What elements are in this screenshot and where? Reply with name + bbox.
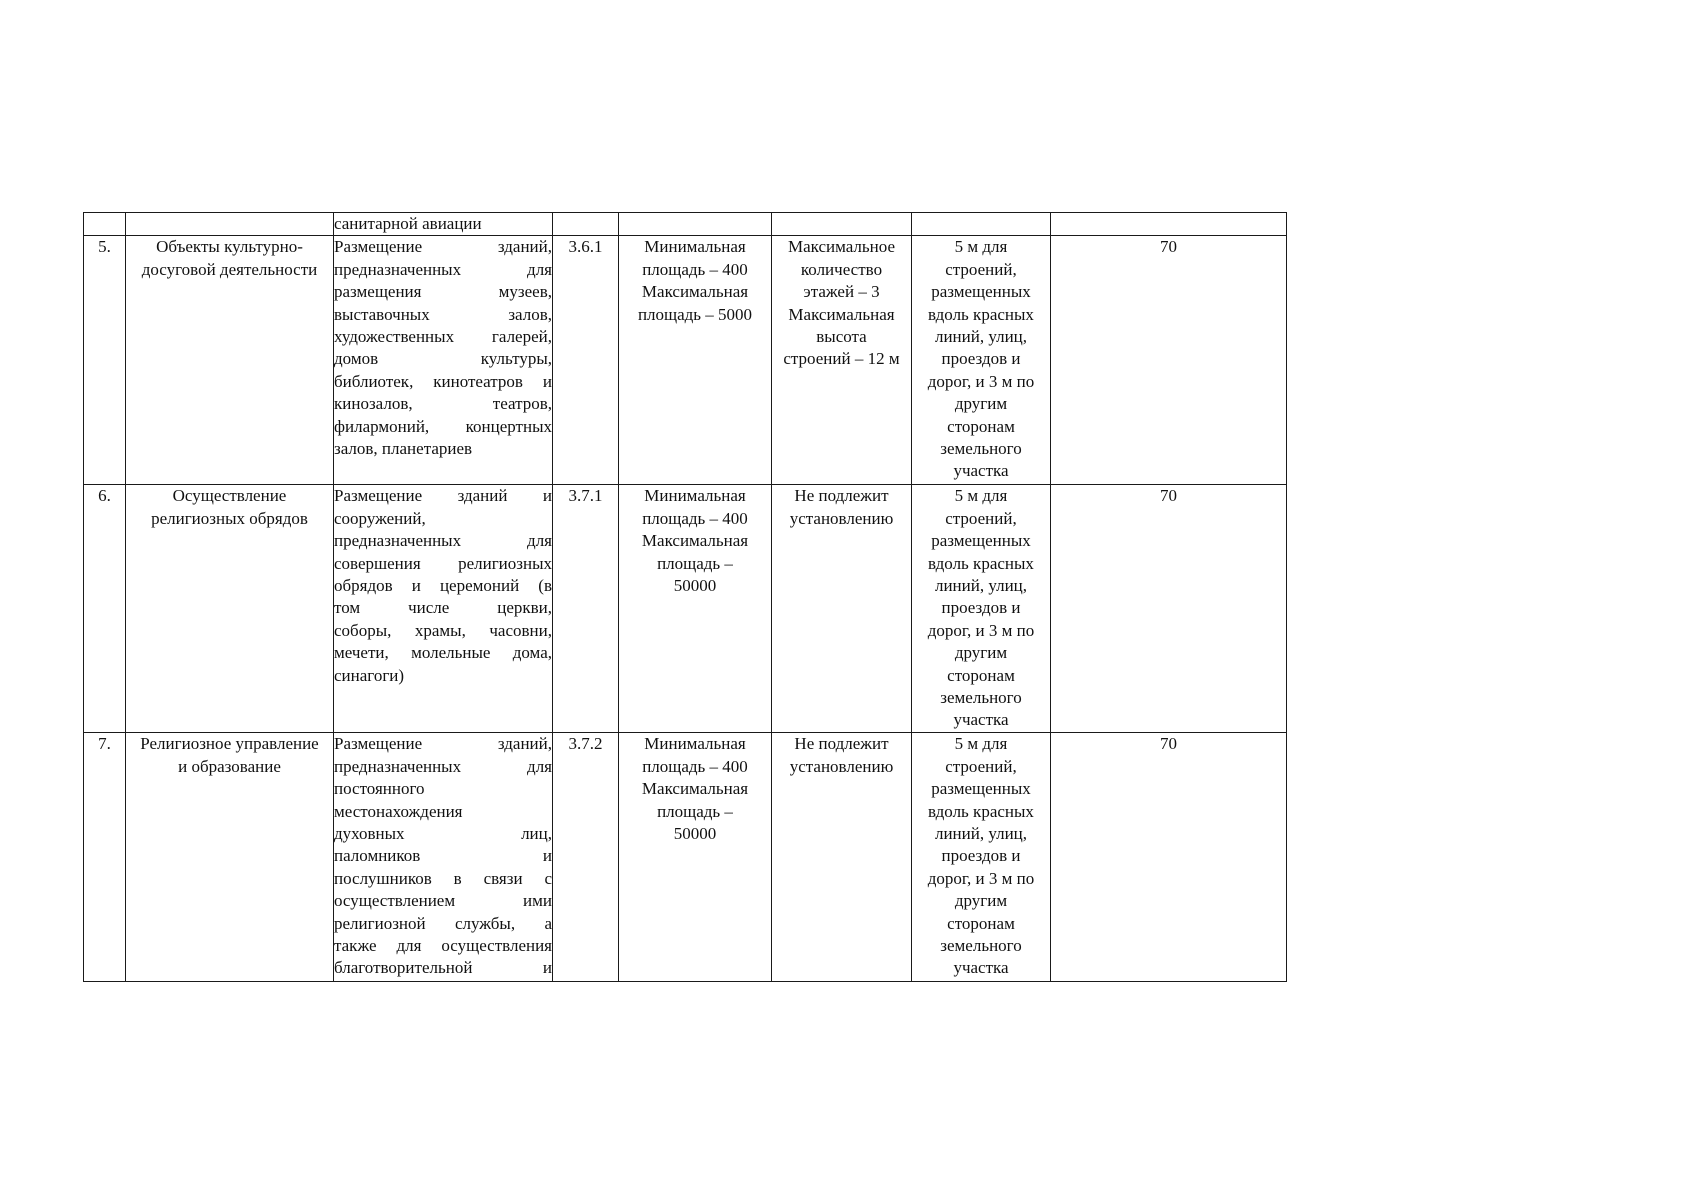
description-word: залов, планетариев [334,439,473,459]
description-line [334,393,552,415]
cell-line: земельного [940,439,1022,459]
description-word: а [544,913,552,933]
cell-line: Минимальная [644,734,746,754]
description-word: художественных [334,327,455,347]
max-coverage-percent: 70 [1051,236,1287,485]
cell-percent [1051,213,1287,236]
cell-line: 5 м для [954,237,1008,257]
cell-line: Объекты культурно- [156,237,303,257]
cell-line: высота [816,327,867,347]
description-line [334,508,552,530]
table-row-continuation [84,213,1287,236]
description-word: и [542,486,552,506]
cell-line: другим [954,394,1008,414]
cell-line: Минимальная [644,237,746,257]
description-word: залов, [508,304,552,324]
cell-line: 5 м для [954,734,1008,754]
cell-line: Максимальная [641,779,749,799]
cell-line: 5 м для [954,486,1008,506]
description-word: осуществлением [334,891,456,911]
description-word: культуры, [480,349,552,369]
land-use-table [83,212,1287,982]
cell-area [619,213,772,236]
cell-line: Осуществление [172,486,287,506]
description-word: концертных [465,416,552,436]
cell-code [553,213,619,236]
description-word: храмы, [414,620,466,640]
description-word: и [542,958,552,978]
cell-floors [772,213,912,236]
description-line [334,845,552,867]
description-line [334,416,552,438]
cell-line: сторонам [947,913,1015,933]
description-word: числе [408,598,450,618]
cell-line: размещенных [931,282,1031,302]
description-word: театров, [492,394,552,414]
plot-area-limits [619,733,772,982]
description-word: церемоний [439,576,520,596]
table-row [84,236,1287,485]
description-word: для [527,756,552,776]
description-line [334,371,552,393]
description-line [334,438,552,460]
description-word: зданий [457,486,508,506]
description-word: церкви, [497,598,552,618]
description-line [334,304,552,326]
description-word: музеев, [498,282,552,302]
setback-limits [912,236,1051,485]
cell-line: размещенных [931,779,1031,799]
description-word: сооружений, [334,508,426,528]
cell-line: Не подлежит [794,486,889,506]
cell-line: Максимальная [641,282,749,302]
description-word: религиозных [458,553,552,573]
row-number: 5. [84,236,126,485]
description-word: кинозалов, [334,394,413,414]
description-line [334,733,552,755]
cell-line: установлению [789,756,894,776]
cell-line: Не подлежит [794,734,889,754]
description-word: связи [483,868,523,888]
description-word: кинотеатров [433,371,523,391]
description-line [334,485,552,507]
description-word: службы, [454,913,516,933]
description-word: (в [538,576,552,596]
description-line [334,281,552,303]
cell-line: линий, улиц, [934,327,1028,347]
description-word: галерей, [491,327,552,347]
description-line [334,957,552,979]
description-word: молельные [411,643,491,663]
cell-line: линий, улиц, [934,576,1028,596]
description-line [334,756,552,778]
description-line [334,935,552,957]
description-word: Размещение [334,237,423,257]
cell-line: досуговой деятельности [141,259,318,279]
floors-height-limits [772,733,912,982]
classifier-code: 3.6.1 [553,236,619,485]
cell-line: земельного [940,936,1022,956]
setback-limits [912,485,1051,733]
description-line [334,530,552,552]
description-word: Размещение [334,486,423,506]
cell-line: площадь – 5000 [637,304,753,324]
description-word: с [544,868,552,888]
table-row [84,485,1287,733]
description-line [334,553,552,575]
cell-line: строений, [945,508,1017,528]
description-word: предназначенных [334,531,462,551]
cell-line: строений, [945,756,1017,776]
description-word: обрядов [334,576,393,596]
description-word: и [542,846,552,866]
cell-line: Религиозное управление [140,734,319,754]
cell-line: участка [953,710,1009,730]
description-word: для [527,259,552,279]
description-line [334,778,552,800]
cell-line: другим [954,643,1008,663]
classifier-code: 3.7.2 [553,733,619,982]
cell-line: количество [800,259,883,279]
use-description [334,236,553,485]
use-type-name [126,485,334,733]
description-word: домов [334,349,379,369]
description-word: духовных [334,824,405,844]
cell-line: 50000 [673,576,717,596]
floors-height-limits [772,236,912,485]
cell-line: размещенных [931,531,1031,551]
description-word: и [411,576,421,596]
description-line [334,665,552,687]
description-word: осуществления [441,936,552,956]
cell-line: площадь – [657,801,733,821]
description-line [334,348,552,370]
row-number: 7. [84,733,126,982]
row-number: 6. [84,485,126,733]
cell-line: вдоль красных [928,801,1034,821]
cell-line: сторонам [947,416,1015,436]
description-word: ими [523,891,552,911]
description-word: местонахождения [334,801,463,821]
cell-line: проездов и [941,598,1021,618]
cell-line: дорог, и 3 м по [927,371,1035,391]
table-row [84,733,1287,982]
description-line: санитарной авиации [334,214,482,233]
cell-line: дорог, и 3 м по [927,620,1035,640]
cell-line: Максимальная [641,531,749,551]
description-word: предназначенных [334,259,462,279]
description-word: послушников [334,868,432,888]
description-word: совершения [334,553,421,573]
cell-line: участка [953,958,1009,978]
use-type-name [126,236,334,485]
cell-line: строений – 12 м [783,349,900,369]
cell-line: Максимальная [788,304,895,324]
description-word: благотворительной [334,958,473,978]
description-word: том [334,598,361,618]
max-coverage-percent: 70 [1051,733,1287,982]
description-line [334,575,552,597]
description-word: лиц, [521,824,552,844]
description-word: также [334,936,377,956]
cell-line: этажей – 3 [803,282,880,302]
classifier-code: 3.7.1 [553,485,619,733]
cell-line: площадь – 400 [642,508,748,528]
cell-line: Максимальное [787,237,896,257]
description-word: мечети, [334,643,389,663]
cell-name [126,213,334,236]
description-word: филармоний, [334,416,430,436]
cell-line: участка [953,461,1009,481]
description-word: Размещение [334,734,423,754]
cell-line: земельного [940,688,1022,708]
cell-line: дорог, и 3 м по [927,868,1035,888]
description-word: и [542,371,552,391]
cell-line: проездов и [941,349,1021,369]
floors-height-limits [772,485,912,733]
cell-line: линий, улиц, [934,824,1028,844]
description-line [334,823,552,845]
cell-line: 50000 [673,824,717,844]
setback-limits [912,733,1051,982]
description-word: зданий, [497,237,552,257]
use-description [334,733,553,982]
cell-line: Минимальная [644,486,746,506]
description-line [334,620,552,642]
use-type-name [126,733,334,982]
description-word: выставочных [334,304,430,324]
description-line [334,642,552,664]
description-line [334,326,552,348]
description-word: соборы, [334,620,392,640]
description-word: дома, [512,643,552,663]
cell-line: установлению [789,508,894,528]
use-description [334,485,553,733]
cell-indent [912,213,1051,236]
cell-line: религиозных обрядов [151,508,308,528]
description-line [334,597,552,619]
description-line [334,259,552,281]
description-word: для [527,531,552,551]
plot-area-limits [619,485,772,733]
cell-line: проездов и [941,846,1021,866]
description-word: паломников [334,846,421,866]
cell-line: вдоль красных [928,304,1034,324]
cell-line: строений, [945,259,1017,279]
cell-line: сторонам [947,665,1015,685]
description-word: предназначенных [334,756,462,776]
cell-num [84,213,126,236]
description-word: зданий, [497,734,552,754]
description-word: синагоги) [334,665,405,685]
description-word: размещения [334,282,422,302]
description-word: для [396,936,422,956]
description-word: часовни, [489,620,552,640]
description-word: постоянного [334,779,425,799]
cell-line: площадь – 400 [642,756,748,776]
cell-line: площадь – 400 [642,259,748,279]
description-line [334,913,552,935]
description-line [334,868,552,890]
cell-line: вдоль красных [928,553,1034,573]
description-line [334,801,552,823]
cell-description [334,213,553,236]
max-coverage-percent: 70 [1051,485,1287,733]
cell-line: другим [954,891,1008,911]
description-word: в [453,868,462,888]
cell-line: площадь – [657,553,733,573]
description-word: религиозной [334,913,426,933]
description-line [334,890,552,912]
description-word: библиотек, [334,371,414,391]
plot-area-limits [619,236,772,485]
cell-line: и образование [178,756,281,776]
description-line [334,236,552,258]
